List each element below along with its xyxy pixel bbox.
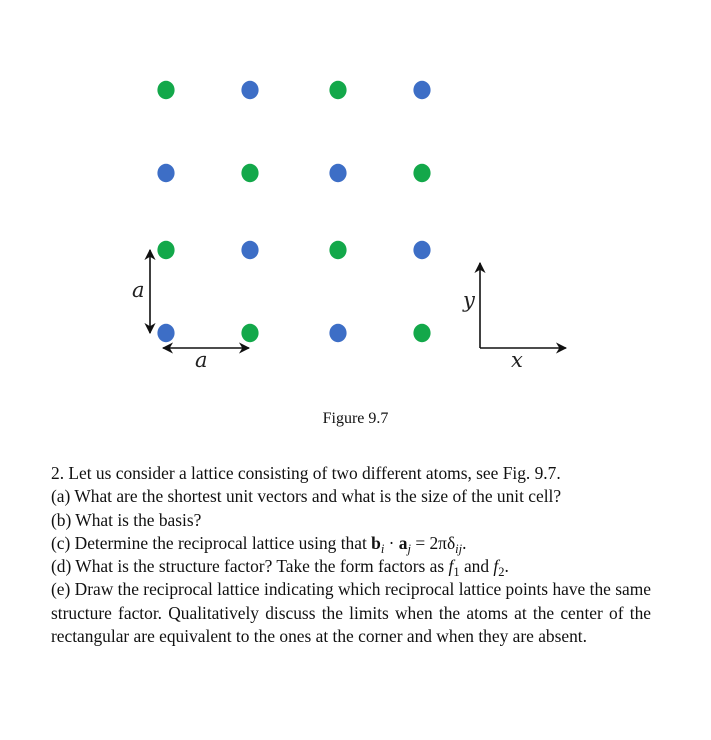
equals-two-pi-delta: = 2πδ — [410, 532, 456, 553]
lattice-constant-vertical-label: a — [132, 278, 145, 302]
part-c-end: . — [462, 532, 467, 553]
problem-part-e: (e) Draw the reciprocal lattice indicating which reciprocal lattice points have the same structure factor. Qualitatively discuss the limits when the atoms at the center of the rectangular are equivalent to the ones at the corner and when they are absent. — [51, 579, 651, 647]
index-j: j — [407, 541, 411, 556]
green-atom — [413, 324, 430, 342]
index-i: i — [380, 541, 385, 556]
blue-atom — [241, 241, 258, 259]
blue-atom — [157, 164, 174, 182]
problem-part-a: (a) What are the shortest unit vectors and what is the size of the unit cell? — [51, 486, 562, 507]
part-d-end: . — [504, 556, 509, 577]
index-ij: ij — [455, 541, 463, 556]
form-factor-f1: f — [448, 556, 454, 577]
form-factor-sub-2: 2 — [498, 564, 505, 579]
problem-text — [51, 462, 651, 648]
green-atom — [329, 81, 346, 99]
figure-caption: Figure 9.7 — [322, 410, 389, 427]
problem-part-d — [51, 555, 651, 578]
blue-atom — [241, 81, 258, 99]
y-axis-label: y — [463, 288, 475, 312]
problem-part-c — [51, 532, 651, 555]
lattice-constant-horizontal-label: a — [195, 348, 208, 372]
problem-intro: 2. Let us consider a lattice consisting of two different atoms, see Fig. 9.7. — [51, 463, 561, 483]
problem-part-b: (b) What is the basis? — [51, 509, 202, 530]
x-axis-label: x — [511, 348, 523, 372]
blue-atom — [329, 324, 346, 342]
green-atom — [157, 81, 174, 99]
part-d-and: and — [459, 556, 494, 577]
green-atom — [157, 241, 174, 259]
blue-atom — [413, 81, 430, 99]
form-factor-sub-1: 1 — [453, 564, 460, 579]
blue-atom — [413, 241, 430, 259]
form-factor-f2: f — [493, 556, 499, 577]
blue-atom — [157, 324, 174, 342]
vector-b: b — [371, 532, 381, 553]
vector-a: a — [398, 532, 408, 553]
green-atom — [413, 164, 430, 182]
green-atom — [241, 324, 258, 342]
green-atom — [329, 241, 346, 259]
blue-atom — [329, 164, 346, 182]
green-atom — [241, 164, 258, 182]
part-c-text: (c) Determine the reciprocal lattice using that — [51, 532, 372, 553]
lattice-atoms — [157, 81, 430, 342]
part-d-text: (d) What is the structure factor? Take the form factors as — [51, 556, 449, 577]
dot-operator: · — [384, 532, 399, 553]
